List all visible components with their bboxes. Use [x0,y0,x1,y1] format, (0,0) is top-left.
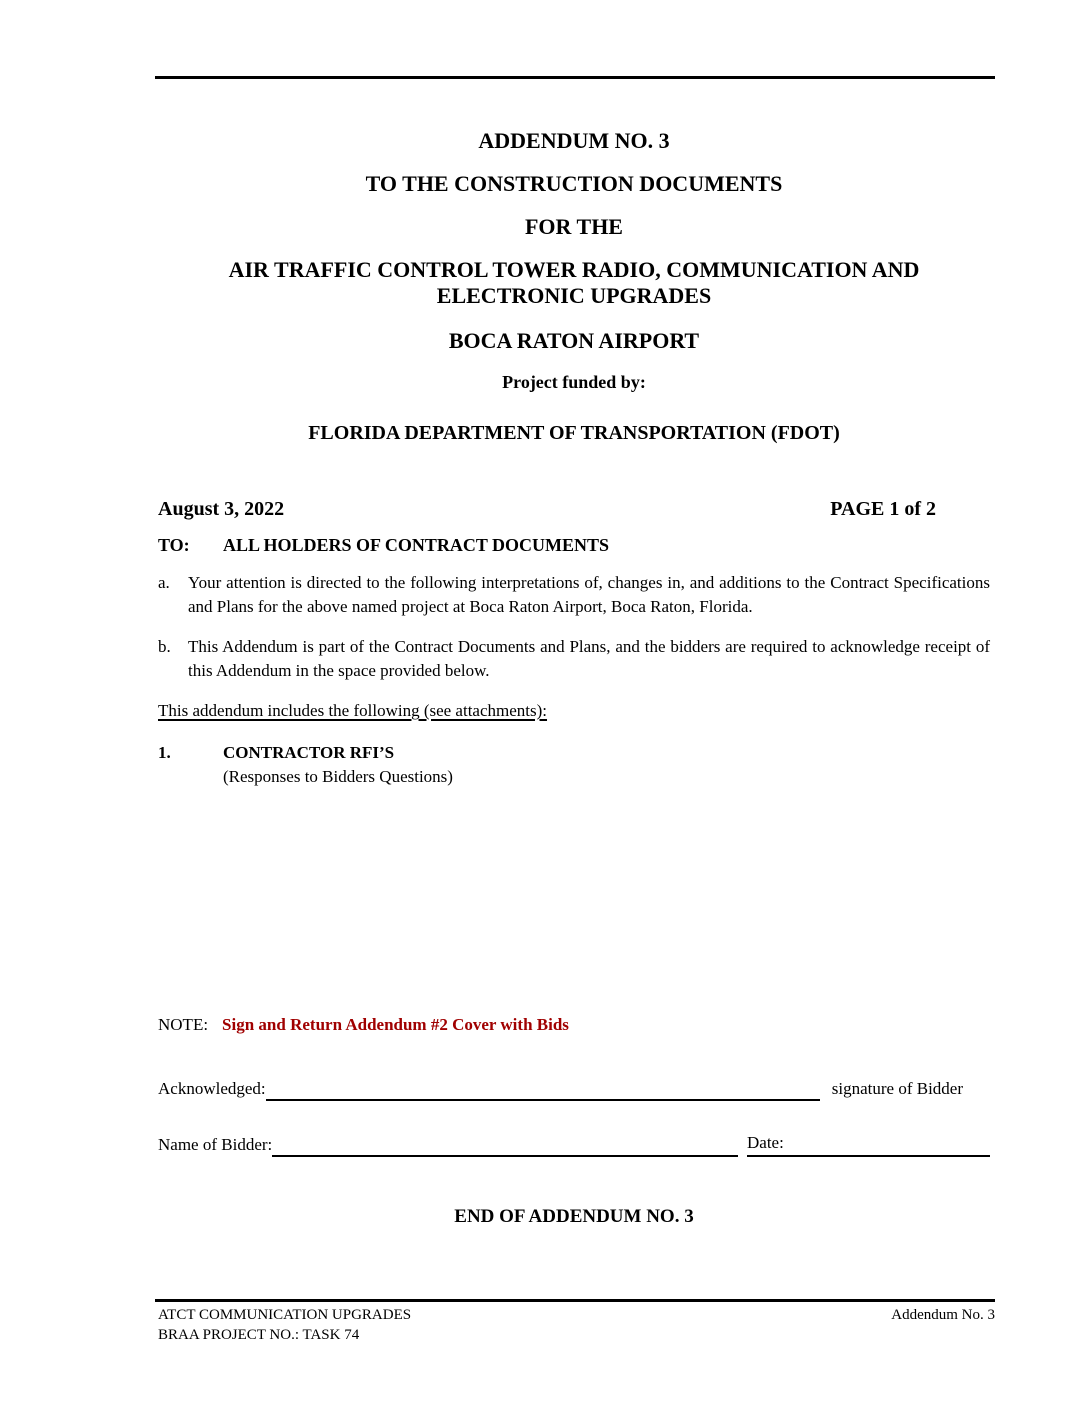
footer-project-line-2: BRAA PROJECT NO.: TASK 74 [158,1327,360,1343]
note-row [158,1013,990,1037]
addendum-number-title: ADDENDUM NO. 3 [478,128,670,153]
item-subtitle: (Responses to Bidders Questions) [223,767,453,786]
note-label: NOTE: [158,1015,209,1034]
acknowledged-label: Acknowledged: [158,1079,266,1098]
paragraph-a [158,571,990,619]
acknowledged-row [158,1077,990,1101]
paragraph-a-marker: a. [158,573,170,592]
for-the-title: FOR THE [524,214,623,239]
includes-heading-text: This addendum includes the following (see attachments): [158,701,548,720]
footer-project-line-1: ATCT COMMUNICATION UPGRADES [158,1307,412,1323]
paragraph-b-text: This Addendum is part of the Contract Documents and Plans, and the bidders are required to acknowledge receipt of this Addendum in the space provided below. [188,637,990,680]
signature-of-bidder-label: signature of Bidder [831,1079,963,1098]
note-text: Sign and Return Addendum #2 Cover with Bids [222,1015,569,1034]
footer-left-block [155,1305,411,1345]
name-blank-line [272,1133,738,1157]
includes-heading [158,699,990,723]
page-footer [155,1299,995,1345]
name-of-bidder-label: Name of Bidder: [158,1135,273,1154]
page-indicator: PAGE 1 of 2 [830,498,936,520]
paragraph-a-text: Your attention is directed to the following interpretations of, changes in, and additions to the Contract Specifications and Plans for the above named project at Boca Raton Airport, Boca Raton, Florida. [188,573,990,616]
end-of-addendum-line: END OF ADDENDUM NO. 3 [454,1206,694,1227]
name-of-bidder-row [158,1131,990,1157]
date-label: Date: [747,1133,784,1152]
document-date: August 3, 2022 [158,498,285,520]
to-label: TO: [158,535,190,555]
item-number: 1. [158,743,171,762]
attachment-item-1 [158,741,990,789]
funder-title: FLORIDA DEPARTMENT OF TRANSPORTATION (FDOT) [308,422,840,444]
date-page-row [158,497,990,521]
top-divider [155,76,995,79]
addressee-row [158,534,990,556]
construction-documents-title: TO THE CONSTRUCTION DOCUMENTS [365,171,783,196]
funded-by-label: Project funded by: [502,372,646,392]
date-blank-line [747,1131,990,1157]
paragraph-b-marker: b. [158,637,171,656]
project-name-title: AIR TRAFFIC CONTROL TOWER RADIO, COMMUNICATION AND ELECTRONIC UPGRADES [228,257,920,308]
item-title: CONTRACTOR RFI’S [223,743,395,762]
footer-addendum-number: Addendum No. 3 [891,1307,995,1323]
airport-title: BOCA RATON AIRPORT [448,328,700,353]
item-body [223,741,453,789]
paragraph-b [158,635,990,683]
signature-blank-line [266,1077,820,1101]
to-value: ALL HOLDERS OF CONTRACT DOCUMENTS [223,535,610,555]
